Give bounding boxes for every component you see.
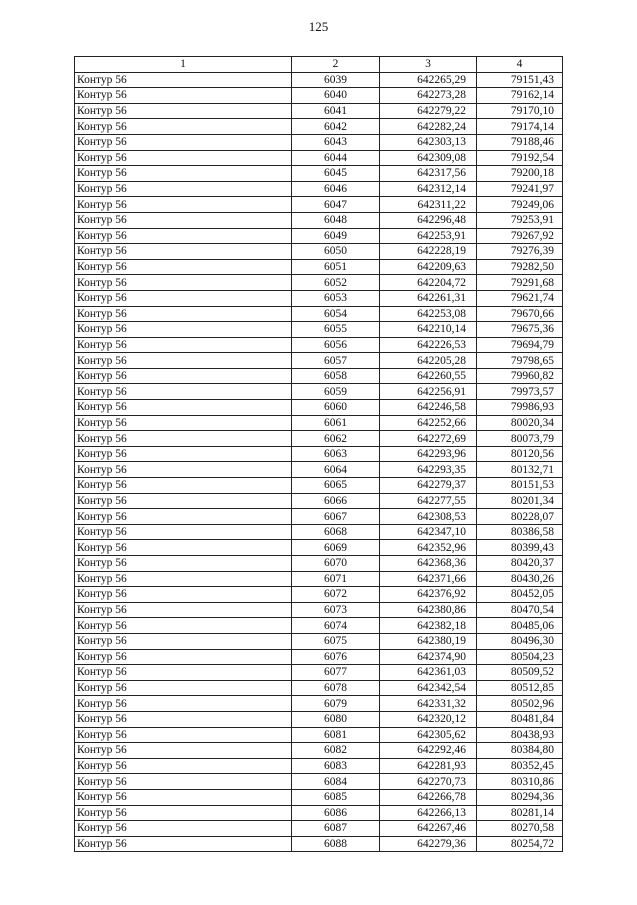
point-number-cell: 6048 [292, 212, 380, 228]
point-number-cell: 6084 [292, 774, 380, 790]
x-coordinate-cell: 642376,92 [380, 587, 477, 603]
point-number-cell: 6060 [292, 400, 380, 416]
y-coordinate-cell: 79170,10 [477, 103, 563, 119]
y-coordinate-cell: 79670,66 [477, 306, 563, 322]
table-row [75, 758, 563, 774]
column-header-4: 4 [477, 57, 563, 73]
x-coordinate-cell: 642267,46 [380, 821, 477, 837]
point-number-cell: 6039 [292, 72, 380, 88]
point-number-cell: 6070 [292, 556, 380, 572]
x-coordinate-cell: 642380,19 [380, 633, 477, 649]
table-row [75, 103, 563, 119]
y-coordinate-cell: 80254,72 [477, 836, 563, 852]
point-number-cell: 6052 [292, 275, 380, 291]
contour-name-cell: Контур 56 [75, 166, 292, 182]
y-coordinate-cell: 80496,30 [477, 633, 563, 649]
y-coordinate-cell: 80386,58 [477, 524, 563, 540]
y-coordinate-cell: 79973,57 [477, 384, 563, 400]
point-number-cell: 6045 [292, 166, 380, 182]
contour-name-cell: Контур 56 [75, 509, 292, 525]
y-coordinate-cell: 80399,43 [477, 540, 563, 556]
x-coordinate-cell: 642309,08 [380, 150, 477, 166]
table-row [75, 166, 563, 182]
contour-name-cell: Контур 56 [75, 727, 292, 743]
point-number-cell: 6078 [292, 680, 380, 696]
table-row [75, 774, 563, 790]
y-coordinate-cell: 80481,84 [477, 711, 563, 727]
x-coordinate-cell: 642368,36 [380, 556, 477, 572]
y-coordinate-cell: 80502,96 [477, 696, 563, 712]
point-number-cell: 6055 [292, 322, 380, 338]
y-coordinate-cell: 80352,45 [477, 758, 563, 774]
contour-name-cell: Контур 56 [75, 602, 292, 618]
x-coordinate-cell: 642256,91 [380, 384, 477, 400]
contour-name-cell: Контур 56 [75, 134, 292, 150]
contour-name-cell: Контур 56 [75, 103, 292, 119]
table-row [75, 602, 563, 618]
point-number-cell: 6075 [292, 633, 380, 649]
y-coordinate-cell: 80512,85 [477, 680, 563, 696]
x-coordinate-cell: 642382,18 [380, 618, 477, 634]
x-coordinate-cell: 642253,91 [380, 228, 477, 244]
table-row [75, 649, 563, 665]
x-coordinate-cell: 642270,73 [380, 774, 477, 790]
contour-name-cell: Контур 56 [75, 353, 292, 369]
point-number-cell: 6087 [292, 821, 380, 837]
y-coordinate-cell: 79162,14 [477, 88, 563, 104]
x-coordinate-cell: 642253,08 [380, 306, 477, 322]
x-coordinate-cell: 642305,62 [380, 727, 477, 743]
point-number-cell: 6080 [292, 711, 380, 727]
point-number-cell: 6043 [292, 134, 380, 150]
point-number-cell: 6064 [292, 462, 380, 478]
point-number-cell: 6085 [292, 789, 380, 805]
x-coordinate-cell: 642261,31 [380, 290, 477, 306]
y-coordinate-cell: 80201,34 [477, 493, 563, 509]
y-coordinate-cell: 80132,71 [477, 462, 563, 478]
x-coordinate-cell: 642292,46 [380, 743, 477, 759]
x-coordinate-cell: 642311,22 [380, 197, 477, 213]
x-coordinate-cell: 642282,24 [380, 119, 477, 135]
y-coordinate-cell: 79174,14 [477, 119, 563, 135]
contour-name-cell: Контур 56 [75, 618, 292, 634]
point-number-cell: 6081 [292, 727, 380, 743]
point-number-cell: 6086 [292, 805, 380, 821]
point-number-cell: 6053 [292, 290, 380, 306]
y-coordinate-cell: 79960,82 [477, 368, 563, 384]
point-number-cell: 6082 [292, 743, 380, 759]
y-coordinate-cell: 79986,93 [477, 400, 563, 416]
y-coordinate-cell: 79188,46 [477, 134, 563, 150]
y-coordinate-cell: 80228,07 [477, 509, 563, 525]
point-number-cell: 6051 [292, 259, 380, 275]
table-row [75, 197, 563, 213]
y-coordinate-cell: 80151,53 [477, 478, 563, 494]
x-coordinate-cell: 642296,48 [380, 212, 477, 228]
x-coordinate-cell: 642266,13 [380, 805, 477, 821]
point-number-cell: 6069 [292, 540, 380, 556]
page-number: 125 [308, 19, 329, 34]
x-coordinate-cell: 642210,14 [380, 322, 477, 338]
point-number-cell: 6073 [292, 602, 380, 618]
point-number-cell: 6056 [292, 337, 380, 353]
x-coordinate-cell: 642293,35 [380, 462, 477, 478]
table-row [75, 150, 563, 166]
table-row [75, 789, 563, 805]
table-row [75, 571, 563, 587]
y-coordinate-cell: 80120,56 [477, 446, 563, 462]
y-coordinate-cell: 79276,39 [477, 244, 563, 260]
x-coordinate-cell: 642226,53 [380, 337, 477, 353]
contour-name-cell: Контур 56 [75, 680, 292, 696]
table-row [75, 665, 563, 681]
point-number-cell: 6076 [292, 649, 380, 665]
point-number-cell: 6044 [292, 150, 380, 166]
contour-name-cell: Контур 56 [75, 478, 292, 494]
table-row [75, 711, 563, 727]
y-coordinate-cell: 80452,05 [477, 587, 563, 603]
table-row [75, 524, 563, 540]
point-number-cell: 6074 [292, 618, 380, 634]
contour-name-cell: Контур 56 [75, 150, 292, 166]
point-number-cell: 6047 [292, 197, 380, 213]
point-number-cell: 6058 [292, 368, 380, 384]
table-row [75, 540, 563, 556]
table-row [75, 275, 563, 291]
y-coordinate-cell: 80504,23 [477, 649, 563, 665]
contour-name-cell: Контур 56 [75, 337, 292, 353]
x-coordinate-cell: 642352,96 [380, 540, 477, 556]
contour-name-cell: Контур 56 [75, 836, 292, 852]
contour-name-cell: Контур 56 [75, 587, 292, 603]
x-coordinate-cell: 642260,55 [380, 368, 477, 384]
table-row [75, 618, 563, 634]
y-coordinate-cell: 80470,54 [477, 602, 563, 618]
point-number-cell: 6068 [292, 524, 380, 540]
x-coordinate-cell: 642317,56 [380, 166, 477, 182]
x-coordinate-cell: 642342,54 [380, 680, 477, 696]
table-body [75, 72, 563, 852]
x-coordinate-cell: 642279,22 [380, 103, 477, 119]
x-coordinate-cell: 642228,19 [380, 244, 477, 260]
contour-name-cell: Контур 56 [75, 493, 292, 509]
table-row [75, 587, 563, 603]
contour-name-cell: Контур 56 [75, 431, 292, 447]
x-coordinate-cell: 642347,10 [380, 524, 477, 540]
table-row [75, 384, 563, 400]
table-row [75, 462, 563, 478]
y-coordinate-cell: 79282,50 [477, 259, 563, 275]
point-number-cell: 6071 [292, 571, 380, 587]
y-coordinate-cell: 79200,18 [477, 166, 563, 182]
coordinates-table [74, 56, 563, 852]
x-coordinate-cell: 642308,53 [380, 509, 477, 525]
y-coordinate-cell: 80420,37 [477, 556, 563, 572]
contour-name-cell: Контур 56 [75, 212, 292, 228]
point-number-cell: 6040 [292, 88, 380, 104]
point-number-cell: 6072 [292, 587, 380, 603]
table-row [75, 633, 563, 649]
y-coordinate-cell: 80438,93 [477, 727, 563, 743]
y-coordinate-cell: 79241,97 [477, 181, 563, 197]
y-coordinate-cell: 80020,34 [477, 415, 563, 431]
contour-name-cell: Контур 56 [75, 446, 292, 462]
contour-name-cell: Контур 56 [75, 462, 292, 478]
y-coordinate-cell: 79267,92 [477, 228, 563, 244]
contour-name-cell: Контур 56 [75, 758, 292, 774]
contour-name-cell: Контур 56 [75, 805, 292, 821]
table-row [75, 259, 563, 275]
table-row [75, 509, 563, 525]
table-row [75, 181, 563, 197]
y-coordinate-cell: 80430,26 [477, 571, 563, 587]
y-coordinate-cell: 80270,58 [477, 821, 563, 837]
contour-name-cell: Контур 56 [75, 290, 292, 306]
contour-name-cell: Контур 56 [75, 228, 292, 244]
table-row [75, 337, 563, 353]
contour-name-cell: Контур 56 [75, 665, 292, 681]
x-coordinate-cell: 642252,66 [380, 415, 477, 431]
point-number-cell: 6054 [292, 306, 380, 322]
y-coordinate-cell: 79798,65 [477, 353, 563, 369]
contour-name-cell: Контур 56 [75, 197, 292, 213]
x-coordinate-cell: 642279,36 [380, 836, 477, 852]
table-row [75, 836, 563, 852]
x-coordinate-cell: 642361,03 [380, 665, 477, 681]
point-number-cell: 6049 [292, 228, 380, 244]
point-number-cell: 6063 [292, 446, 380, 462]
y-coordinate-cell: 79151,43 [477, 72, 563, 88]
x-coordinate-cell: 642380,86 [380, 602, 477, 618]
table-row [75, 821, 563, 837]
contour-name-cell: Контур 56 [75, 306, 292, 322]
table-row [75, 400, 563, 416]
contour-name-cell: Контур 56 [75, 322, 292, 338]
contour-name-cell: Контур 56 [75, 259, 292, 275]
contour-name-cell: Контур 56 [75, 571, 292, 587]
contour-name-cell: Контур 56 [75, 789, 292, 805]
table-row [75, 478, 563, 494]
x-coordinate-cell: 642312,14 [380, 181, 477, 197]
table-row [75, 805, 563, 821]
table-row [75, 696, 563, 712]
point-number-cell: 6057 [292, 353, 380, 369]
point-number-cell: 6066 [292, 493, 380, 509]
contour-name-cell: Контур 56 [75, 711, 292, 727]
point-number-cell: 6046 [292, 181, 380, 197]
contour-name-cell: Контур 56 [75, 774, 292, 790]
table-row [75, 431, 563, 447]
table-row [75, 88, 563, 104]
table-row [75, 228, 563, 244]
y-coordinate-cell: 80310,86 [477, 774, 563, 790]
contour-name-cell: Контур 56 [75, 368, 292, 384]
table-row [75, 680, 563, 696]
column-header-3: 3 [380, 57, 477, 73]
y-coordinate-cell: 80281,14 [477, 805, 563, 821]
table-row [75, 556, 563, 572]
point-number-cell: 6059 [292, 384, 380, 400]
table-row [75, 212, 563, 228]
y-coordinate-cell: 80485,06 [477, 618, 563, 634]
y-coordinate-cell: 79249,06 [477, 197, 563, 213]
x-coordinate-cell: 642209,63 [380, 259, 477, 275]
point-number-cell: 6067 [292, 509, 380, 525]
contour-name-cell: Контур 56 [75, 633, 292, 649]
column-header-1: 1 [75, 57, 292, 73]
x-coordinate-cell: 642281,93 [380, 758, 477, 774]
table-row [75, 446, 563, 462]
y-coordinate-cell: 79192,54 [477, 150, 563, 166]
point-number-cell: 6088 [292, 836, 380, 852]
contour-name-cell: Контур 56 [75, 743, 292, 759]
y-coordinate-cell: 80384,80 [477, 743, 563, 759]
point-number-cell: 6079 [292, 696, 380, 712]
point-number-cell: 6041 [292, 103, 380, 119]
point-number-cell: 6083 [292, 758, 380, 774]
x-coordinate-cell: 642277,55 [380, 493, 477, 509]
x-coordinate-cell: 642374,90 [380, 649, 477, 665]
contour-name-cell: Контур 56 [75, 821, 292, 837]
contour-name-cell: Контур 56 [75, 400, 292, 416]
x-coordinate-cell: 642205,28 [380, 353, 477, 369]
table-row [75, 743, 563, 759]
point-number-cell: 6065 [292, 478, 380, 494]
contour-name-cell: Контур 56 [75, 696, 292, 712]
contour-name-cell: Контур 56 [75, 556, 292, 572]
y-coordinate-cell: 80294,36 [477, 789, 563, 805]
column-header-2: 2 [292, 57, 380, 73]
x-coordinate-cell: 642273,28 [380, 88, 477, 104]
table-row [75, 119, 563, 135]
contour-name-cell: Контур 56 [75, 649, 292, 665]
x-coordinate-cell: 642266,78 [380, 789, 477, 805]
x-coordinate-cell: 642272,69 [380, 431, 477, 447]
table-row [75, 353, 563, 369]
table-row [75, 72, 563, 88]
point-number-cell: 6050 [292, 244, 380, 260]
x-coordinate-cell: 642303,13 [380, 134, 477, 150]
y-coordinate-cell: 79253,91 [477, 212, 563, 228]
y-coordinate-cell: 79694,79 [477, 337, 563, 353]
table-row [75, 290, 563, 306]
y-coordinate-cell: 79291,68 [477, 275, 563, 291]
x-coordinate-cell: 642265,29 [380, 72, 477, 88]
table-row [75, 493, 563, 509]
point-number-cell: 6062 [292, 431, 380, 447]
y-coordinate-cell: 80509,52 [477, 665, 563, 681]
table-row [75, 134, 563, 150]
contour-name-cell: Контур 56 [75, 275, 292, 291]
point-number-cell: 6061 [292, 415, 380, 431]
contour-name-cell: Контур 56 [75, 384, 292, 400]
contour-name-cell: Контур 56 [75, 415, 292, 431]
contour-name-cell: Контур 56 [75, 524, 292, 540]
table-header-row [75, 57, 563, 73]
contour-name-cell: Контур 56 [75, 88, 292, 104]
contour-name-cell: Контур 56 [75, 119, 292, 135]
contour-name-cell: Контур 56 [75, 72, 292, 88]
table-row [75, 368, 563, 384]
table-row [75, 306, 563, 322]
x-coordinate-cell: 642320,12 [380, 711, 477, 727]
contour-name-cell: Контур 56 [75, 244, 292, 260]
x-coordinate-cell: 642293,96 [380, 446, 477, 462]
contour-name-cell: Контур 56 [75, 540, 292, 556]
y-coordinate-cell: 79621,74 [477, 290, 563, 306]
x-coordinate-cell: 642246,58 [380, 400, 477, 416]
table-row [75, 322, 563, 338]
point-number-cell: 6077 [292, 665, 380, 681]
y-coordinate-cell: 79675,36 [477, 322, 563, 338]
x-coordinate-cell: 642204,72 [380, 275, 477, 291]
contour-name-cell: Контур 56 [75, 181, 292, 197]
x-coordinate-cell: 642279,37 [380, 478, 477, 494]
point-number-cell: 6042 [292, 119, 380, 135]
table-row [75, 244, 563, 260]
table-row [75, 415, 563, 431]
x-coordinate-cell: 642331,32 [380, 696, 477, 712]
table-row [75, 727, 563, 743]
x-coordinate-cell: 642371,66 [380, 571, 477, 587]
y-coordinate-cell: 80073,79 [477, 431, 563, 447]
